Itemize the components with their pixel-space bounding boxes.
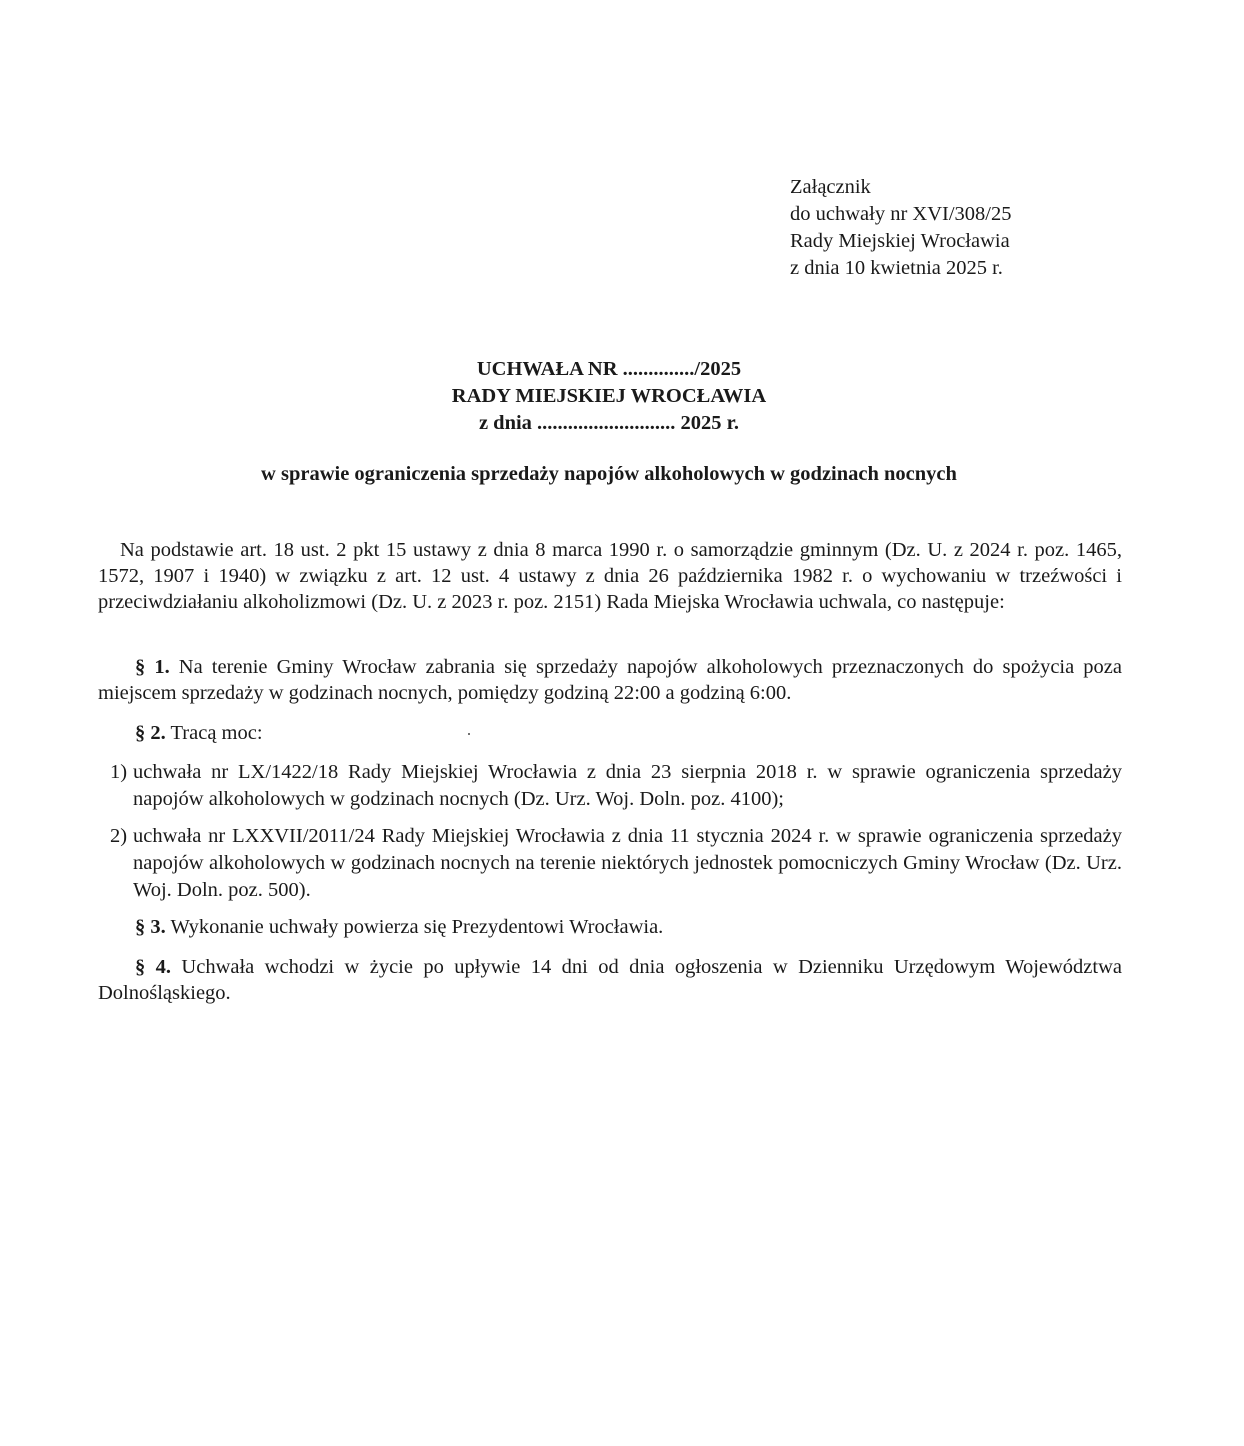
scan-speck <box>468 733 470 735</box>
section-3-text: Wykonanie uchwały powierza się Prezydentowi Wrocławia. <box>165 916 664 938</box>
item-text: uchwała nr LXXVII/2011/24 Rady Miejskiej Wrocławia z dnia 11 stycznia 2024 r. w sprawie ograniczenia sprzedaży napojów alkoholowych w godzinach nocnych na terenie niektórych jednostek pomocniczych Gminy Wrocław (Dz. Urz. Woj. Doln. poz. 500). <box>133 825 1122 901</box>
resolution-date: z dnia ........................... 2025 r. <box>478 412 740 434</box>
legal-basis-text: Na podstawie art. 18 ust. 2 pkt 15 ustawy z dnia 8 marca 1990 r. o samorządzie gminnym (Dz. U. z 2024 r. poz. 1465, 1572, 1907 i 1940) w związku z art. 12 ust. 4 ustawy z dnia 26 października 1982 r. o wychowaniu w trzeźwości i przeciwdziałaniu alkoholizmowi (Dz. U. z 2023 r. poz. 2151) Rada Miejska Wrocławia uchwala, co następuje: <box>98 539 1122 613</box>
section-2-label: § 2. <box>135 722 166 744</box>
resolution-council: RADY MIEJSKIEJ WROCŁAWIA <box>451 385 767 407</box>
section-4-text: Uchwała wchodzi w życie po upływie 14 dni od dnia ogłoszenia w Dzienniku Urzędowym Województwa Dolnośląskiego. <box>98 956 1122 1004</box>
legal-basis-paragraph <box>98 537 1122 615</box>
annex-date: z dnia 10 kwietnia 2025 r. <box>790 257 1003 279</box>
item-text: uchwała nr LX/1422/18 Rady Miejskiej Wrocławia z dnia 23 sierpnia 2018 r. w sprawie ograniczenia sprzedaży napojów alkoholowych w godzinach nocnych (Dz. Urz. Woj. Doln. poz. 4100); <box>133 761 1122 810</box>
section-1-label: § 1. <box>135 656 170 678</box>
section-1 <box>98 654 1122 706</box>
section-4-label: § 4. <box>135 956 172 978</box>
item-number: 1) <box>110 761 128 783</box>
section-3-label: § 3. <box>135 916 166 938</box>
resolution-title: UCHWAŁA NR ............../2025 <box>476 358 742 380</box>
annex-council: Rady Miejskiej Wrocławia <box>790 230 1010 252</box>
annex-note <box>790 174 1011 282</box>
section-2 <box>135 720 535 746</box>
annex-resolution-ref: do uchwały nr XVI/308/25 <box>790 203 1012 225</box>
section-3 <box>135 914 935 940</box>
annex-title: Załącznik <box>790 176 871 198</box>
item-number: 2) <box>110 825 128 847</box>
section-2-item-2 <box>110 823 1122 904</box>
resolution-subject: w sprawie ograniczenia sprzedaży napojów alkoholowych w godzinach nocnych <box>261 463 957 485</box>
section-1-text: Na terenie Gminy Wrocław zabrania się sprzedaży napojów alkoholowych przeznaczonych do spożycia poza miejscem sprzedaży w godzinach nocnych, pomiędzy godziną 22:00 a godziną 6:00. <box>98 656 1122 704</box>
section-2-item-1 <box>110 759 1122 813</box>
section-2-text: Tracą moc: <box>165 722 263 744</box>
section-4 <box>98 954 1122 1006</box>
